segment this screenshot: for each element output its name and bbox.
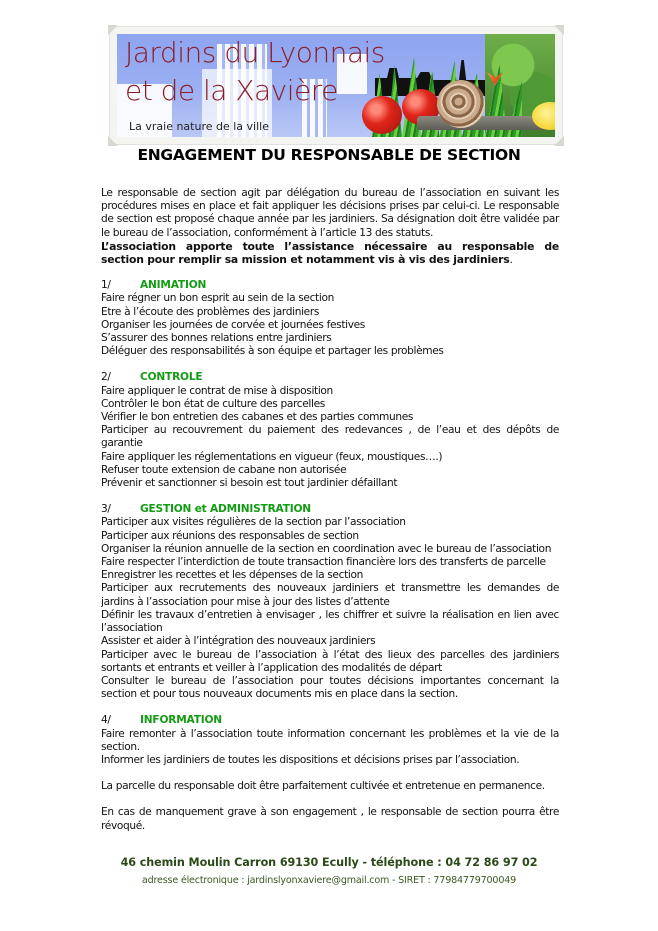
- section-number: 2/: [101, 371, 111, 384]
- list-item: Contrôler le bon état de culture des parcelles: [101, 397, 325, 410]
- section-gestion-administration: [101, 503, 559, 701]
- frame-corner: [108, 136, 118, 146]
- list-item: Informer les jardiniers de toutes les dispositions et décisions prises par l’association.: [101, 753, 520, 766]
- list-item: Participer aux recrutements des nouveaux jardiniers et transmettre les demandes de jardins à l’association pour mise à jour des listes d’attente: [101, 582, 559, 608]
- section-heading: [101, 714, 559, 727]
- list-item: Faire appliquer les réglementations en vigueur (feux, moustiques….): [101, 450, 443, 463]
- banner-image: [117, 34, 555, 137]
- frame-corner: [554, 25, 564, 35]
- banner-title-line2: et de la Xavière: [125, 74, 338, 107]
- list-item: Organiser les journées de corvée et journées festives: [101, 318, 365, 331]
- spacer: [101, 490, 559, 503]
- spacer: [101, 266, 559, 279]
- list-item: Faire respecter l’interdiction de toute transaction financière lors des transferts de parcelle: [101, 556, 546, 569]
- document-body: [101, 187, 559, 833]
- section-animation: [101, 279, 559, 358]
- banner-title-line1: Jardins du Lyonnais: [125, 36, 385, 69]
- snail-shell: [437, 80, 485, 128]
- list-item: Participer au recouvrement du paiement des redevances , de l’eau et des dépôts de garantie: [101, 424, 559, 450]
- list-item: Refuser toute extension de cabane non autorisée: [101, 463, 347, 476]
- closing-paragraph-revocation: En cas de manquement grave à son engagement , le responsable de section pourra être révoqué.: [101, 806, 559, 832]
- list-item: S’assurer des bonnes relations entre jardiniers: [101, 332, 332, 345]
- section-title: ANIMATION: [140, 279, 207, 292]
- list-item: Faire remonter à l’association toute information concernant les problèmes et la vie de la section.: [101, 727, 559, 753]
- list-item: Organiser la réunion annuelle de la section en coordination avec le bureau de l’association: [101, 542, 552, 555]
- intro-bold-text: L’association apporte toute l’assistance nécessaire au responsable de section pour remplir sa mission et notamment vis à vis des jardiniers: [101, 239, 559, 267]
- list-item: Vérifier le bon entretien des cabanes et des parties communes: [101, 411, 414, 424]
- section-title: CONTROLE: [140, 371, 203, 384]
- list-item: Participer aux visites régulières de la section par l’association: [101, 516, 406, 529]
- intro-bold-end: .: [509, 253, 513, 267]
- list-item: Faire appliquer le contrat de mise à disposition: [101, 384, 333, 397]
- section-heading: [101, 279, 559, 292]
- spacer: [101, 793, 559, 806]
- section-controle: [101, 371, 559, 490]
- section-number: 4/: [101, 714, 111, 727]
- spacer: [101, 767, 559, 780]
- list-item: Faire régner un bon esprit au sein de la section: [101, 292, 334, 305]
- list-item: Prévenir et sanctionner si besoin est tout jardinier défaillant: [101, 477, 398, 490]
- list-item: Consulter le bureau de l’association pour toutes décisions importantes concernant la section et pour tous nouveaux documents mis en place dans la section.: [101, 674, 559, 701]
- banner-tagline: La vraie nature de la ville: [129, 120, 269, 133]
- spacer: [101, 701, 559, 714]
- section-number: 3/: [101, 503, 111, 516]
- header-banner: [110, 27, 562, 144]
- tomato-image: [362, 96, 402, 134]
- list-item: Participer avec le bureau de l’association à l’état des lieux des parcelles des jardiniers sortants et entrants et veiller à l’application des modalités de départ: [101, 648, 559, 674]
- spacer: [101, 358, 559, 371]
- list-item: Etre à l’écoute des problèmes des jardiniers: [101, 305, 320, 318]
- section-title: INFORMATION: [140, 714, 222, 727]
- frame-corner: [554, 136, 564, 146]
- section-title: GESTION et ADMINISTRATION: [140, 503, 311, 516]
- list-item: Participer aux réunions des responsables de section: [101, 529, 359, 542]
- section-heading: [101, 503, 559, 516]
- closing-paragraph-plot: La parcelle du responsable doit être parfaitement cultivée et entretenue en permanence.: [101, 780, 545, 793]
- footer-contact: adresse électronique : jardinslyonxaviere@gmail.com - SIRET : 77984779700049: [141, 875, 517, 886]
- document-title: ENGAGEMENT DU RESPONSABLE DE SECTION: [137, 146, 521, 164]
- list-item: Enregistrer les recettes et les dépenses de la section: [101, 569, 363, 582]
- intro-paragraph: Le responsable de section agit par délégation du bureau de l’association en suivant les procédures mises en place et fait appliquer les décisions prises par celui-ci. Le responsable de section est proposé chaque année par les jardiniers. Sa désignation doit être validée par le bureau de l’association, conformément à l’article 13 des statuts.: [101, 187, 559, 239]
- intro-bold-paragraph: [101, 240, 559, 266]
- list-item: Définir les travaux d’entretien à envisager , les chiffrer et suivre la réalisation en lien avec l’association: [101, 608, 559, 635]
- section-information: [101, 714, 559, 767]
- list-item: Assister et aider à l’intégration des nouveaux jardiniers: [101, 635, 376, 648]
- footer-address: 46 chemin Moulin Carron 69130 Ecully - téléphone : 04 72 86 97 02: [120, 856, 538, 869]
- section-number: 1/: [101, 279, 111, 292]
- list-item: Déléguer des responsabilités à son équipe et partager les problèmes: [101, 345, 444, 358]
- section-heading: [101, 371, 559, 384]
